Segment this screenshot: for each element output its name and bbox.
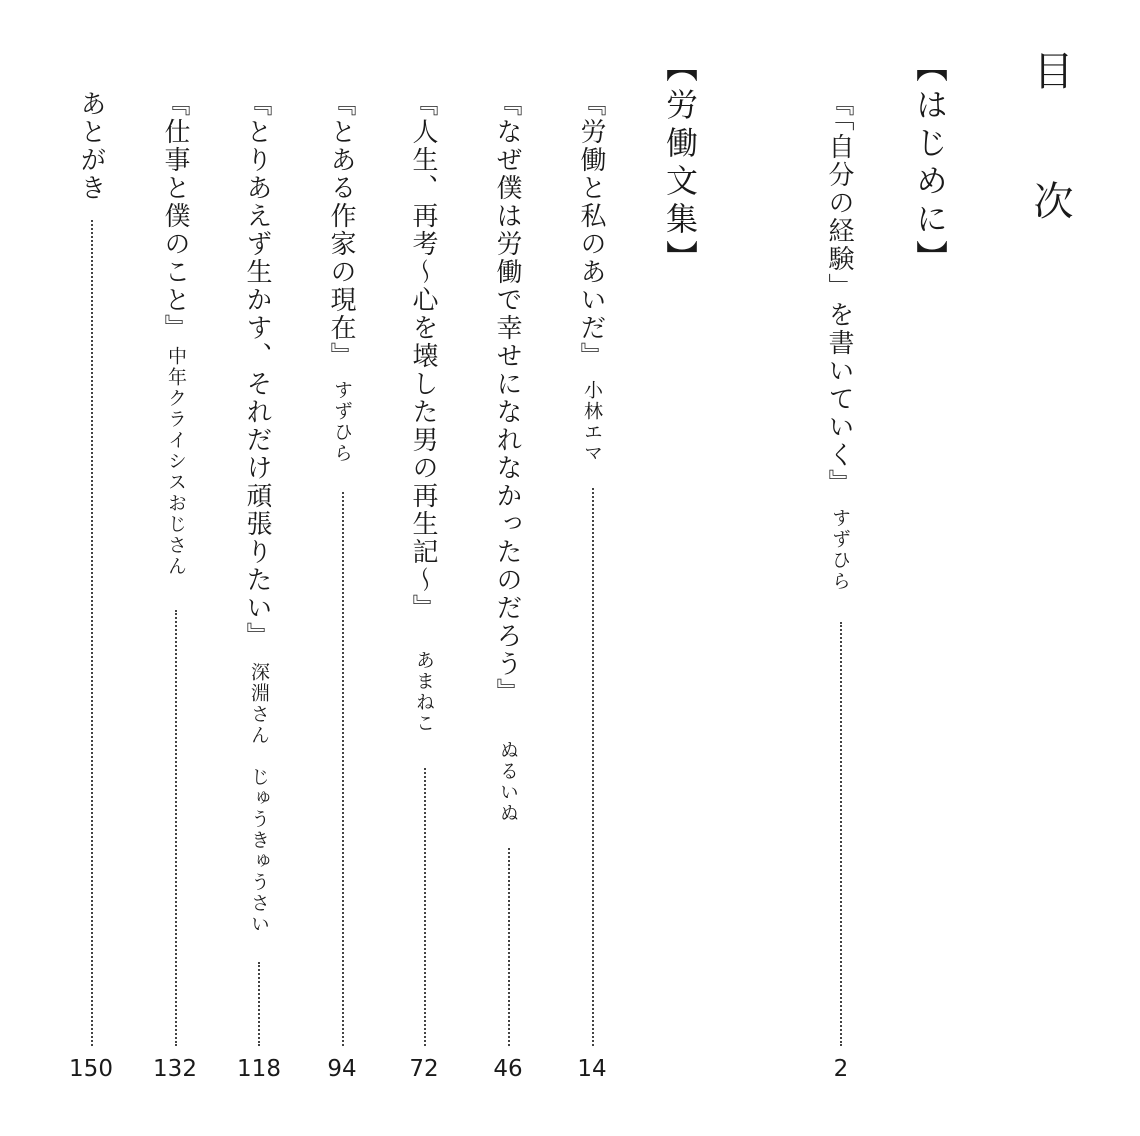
entry-author: すずひら <box>331 380 353 464</box>
page-number: 150 <box>69 1056 113 1082</box>
entry-title: 『なぜ僕は労働で幸せになれなかったのだろう』 <box>492 90 522 706</box>
section-heading-labor-anthology: 【労働文集】 <box>661 50 699 278</box>
section-heading-introduction: 【はじめに】 <box>911 50 949 278</box>
dot-leader <box>424 768 426 1046</box>
dot-leader <box>592 488 594 1046</box>
entry-author: 小林エマ <box>581 380 603 464</box>
dot-leader <box>342 492 344 1046</box>
page-title: 目 次 <box>1027 50 1073 242</box>
dot-leader <box>175 610 177 1046</box>
entry-title: あとがき <box>76 90 106 202</box>
entry-title: 『労働と私のあいだ』 <box>576 90 606 370</box>
page-number: 72 <box>409 1056 439 1082</box>
dot-leader <box>258 962 260 1046</box>
entry-title: 『とりあえず生かす、それだけ頑張りたい』 <box>242 90 272 650</box>
entry-title: 『とある作家の現在』 <box>326 90 356 370</box>
page-number: 94 <box>327 1056 357 1082</box>
dot-leader <box>91 220 93 1046</box>
page-number: 46 <box>493 1056 523 1082</box>
page-number: 132 <box>153 1056 197 1082</box>
page-number: 118 <box>237 1056 281 1082</box>
entry-title: 『人生、再考～心を壊した男の再生記～』 <box>408 90 438 622</box>
page-number: 2 <box>833 1056 849 1082</box>
entry-author: すずひら <box>829 508 851 592</box>
entry-title: 『仕事と僕のこと』 <box>160 90 190 342</box>
entry-author: あまねこ <box>413 650 435 734</box>
entry-title: 『「自分の経験」を書いていく』 <box>824 90 854 497</box>
entry-author: 中年クライシスおじさん <box>165 346 187 577</box>
entry-author: 深淵さん じゅうきゅうさい <box>248 662 270 935</box>
dot-leader <box>508 848 510 1046</box>
page-number: 14 <box>577 1056 607 1082</box>
entry-author: ぬるいぬ <box>497 740 519 824</box>
dot-leader <box>840 622 842 1046</box>
